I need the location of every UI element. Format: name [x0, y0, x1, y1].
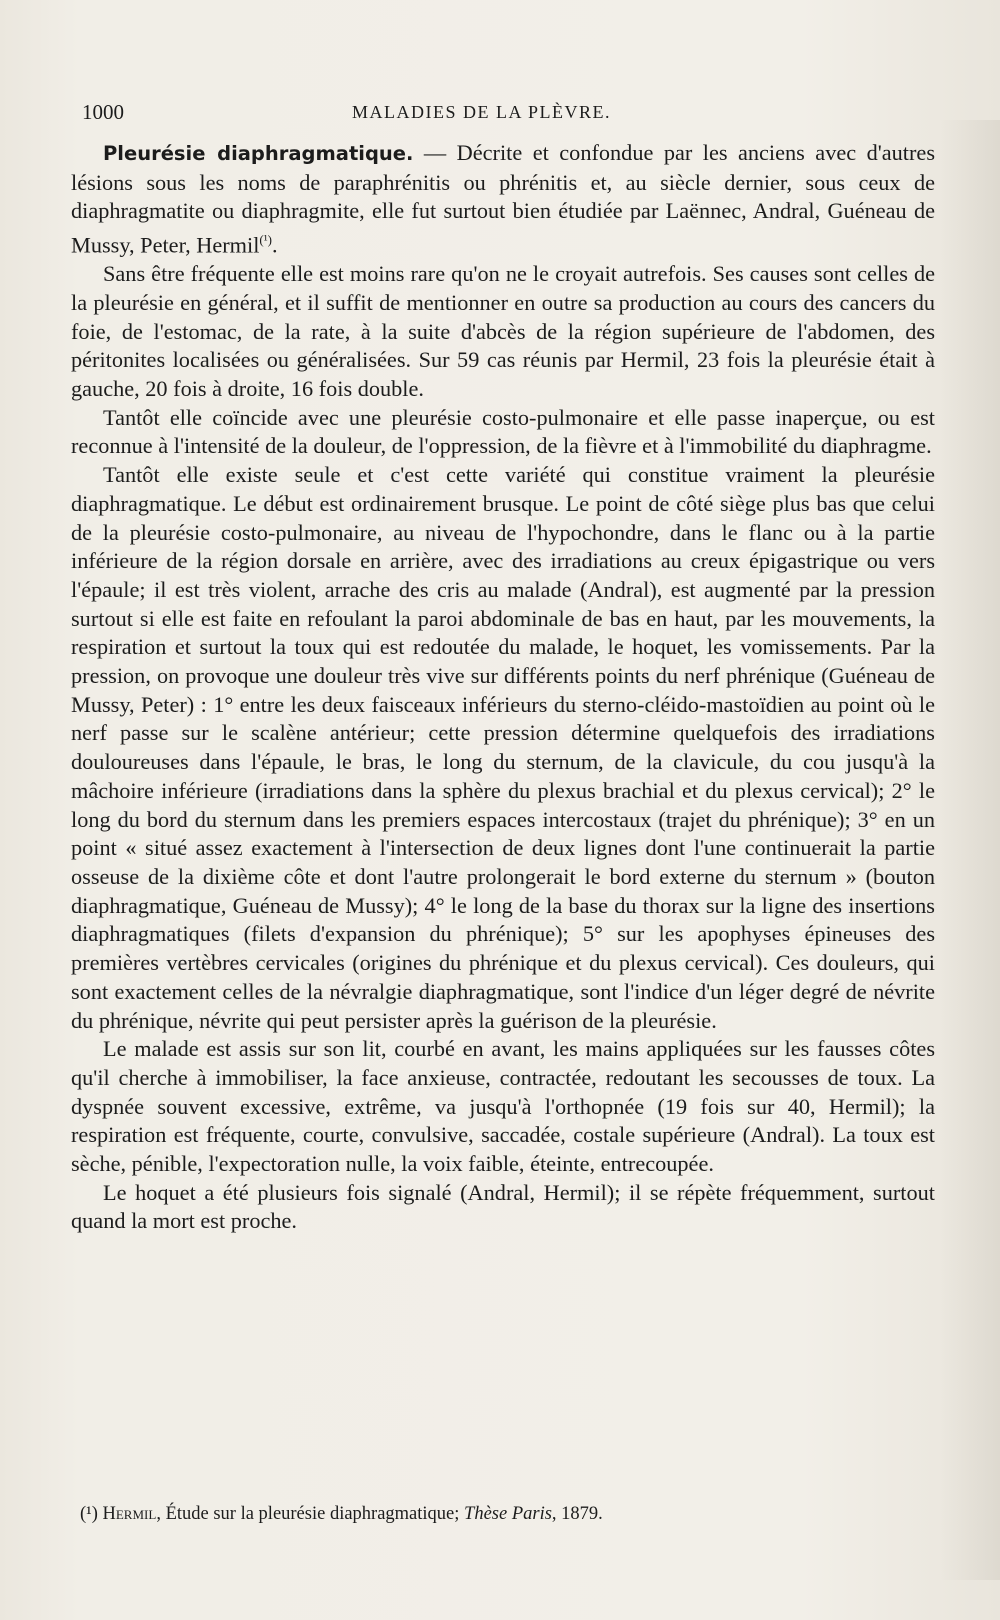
paragraph-5: Le malade est assis sur son lit, courbé en avant, les mains appliquées sur les fausses côtes qu'il cherche à immobiliser, la face anxieuse, contractée, redoutant les secousses de toux. La dyspnée souvent excessive, extrême, va jusqu'à l'orthopnée (19 fois sur 40, Hermil); la respiration est fréquente, courte, convulsive, saccadée, costale supérieure (Andral). La toux est sèche, pénible, l'expectoration nulle, la voix faible, éteinte, entrecoupée. — [71, 1036, 935, 1177]
paragraph-3: Tantôt elle coïncide avec une pleurésie costo-pulmonaire et elle passe inaperçue, ou est reconnue à l'intensité de la douleur, de l'oppression, de la fièvre et à l'immobilité du diaphragme. — [71, 404, 935, 459]
footnote-mark: (¹) — [80, 1504, 98, 1524]
page-edge-shadow — [940, 120, 1000, 1580]
paragraph-1-text: — Décrite et confondue par les anciens avec d'autres lésions sous les noms de paraphrénitis ou phrénitis et, au siècle dernier, sous ceux de diaphragmatite ou diaphragmite, elle fut surtout bien étudiée par Laënnec, Andral, Guéneau de Mussy, Peter, Hermil — [71, 140, 935, 258]
footnote-reference[interactable]: (¹) — [259, 232, 272, 248]
footnote-author: Hermil — [102, 1504, 157, 1524]
paragraph-1 — [71, 139, 935, 260]
section-heading: Pleurésie diaphragmatique. — [103, 142, 414, 165]
footnote-venue: Thèse Paris — [464, 1504, 552, 1524]
page-header — [82, 100, 932, 132]
footnote — [80, 1502, 930, 1526]
paragraph-2: Sans être fréquente elle est moins rare qu'on ne le croyait autrefois. Ses causes sont celles de la pleurésie en général, et il suffit de mentionner en outre sa production au cours des cancers du foie, de l'estomac, de la rate, à la suite d'abcès de la région supérieure de l'abdomen, des péritonites localisées ou généralisées. Sur 59 cas réunis par Hermil, 23 fois la pleurésie était à gauche, 20 fois à droite, 16 fois double. — [71, 261, 935, 402]
paragraph-4: Tantôt elle existe seule et c'est cette variété qui constitue vraiment la pleurésie diaphragmatique. Le début est ordinairement brusque. Le point de côté siège plus bas que celui de la pleurésie costo-pulmonaire, au niveau de l'hypochondre, dans le flanc ou à la partie inférieure de la région dorsale en arrière, avec des irradiations au creux épigastrique ou vers l'épaule; il est très violent, arrache des cris au malade (Andral), est augmenté par la pression surtout si elle est faite en refoulant la paroi abdominale de bas en haut, par les mouvements, la respiration et surtout la toux qui est redoutée du malade, le hoquet, les vomissements. Par la pression, on provoque une douleur très vive sur différents points du nerf phrénique (Guéneau de Mussy, Peter) : 1° entre les deux faisceaux inférieurs du sterno-cléido-mastoïdien au point où le nerf passe sur le scalène antérieur; cette pression détermine quelquefois des irradiations douloureuses dans l'épaule, le bras, le long du sternum, de la clavicule, du cou jusqu'à la mâchoire inférieure (irradiations dans la sphère du plexus brachial et du plexus cervical); 2° le long du bord du sternum dans les premiers espaces intercostaux (trajet du phrénique); 3° en un point « situé assez exactement à l'intersection de deux lignes dont l'une continuerait la partie osseuse de la dixième côte et dont l'autre prolongerait le bord externe du sternum » (bouton diaphragmatique, Guéneau de Mussy); 4° le long de la base du thorax sur la ligne des insertions diaphragmatiques (filets d'expansion du phrénique); 5° sur les apophyses épineuses des premières vertèbres cervicales (origines du phrénique et du plexus cervical). Ces douleurs, qui sont exactement celles de la névralgie diaphragmatique, sont l'indice d'un léger degré de névrite du phrénique, névrite qui peut persister après la guérison de la pleurésie. — [71, 462, 935, 1033]
footnote-title: , Étude sur la pleurésie diaphragmatique; — [156, 1504, 465, 1524]
paragraph-1-end: . — [271, 232, 278, 258]
footnote-year: , 1879. — [551, 1504, 603, 1524]
paragraph-6: Le hoquet a été plusieurs fois signalé (Andral, Hermil); il se répète fréquemment, surtout quand la mort est proche. — [71, 1179, 935, 1234]
running-title: MALADIES DE LA PLÈVRE. — [352, 102, 611, 122]
body-text — [71, 139, 935, 1236]
page-number: 1000 — [82, 100, 124, 124]
